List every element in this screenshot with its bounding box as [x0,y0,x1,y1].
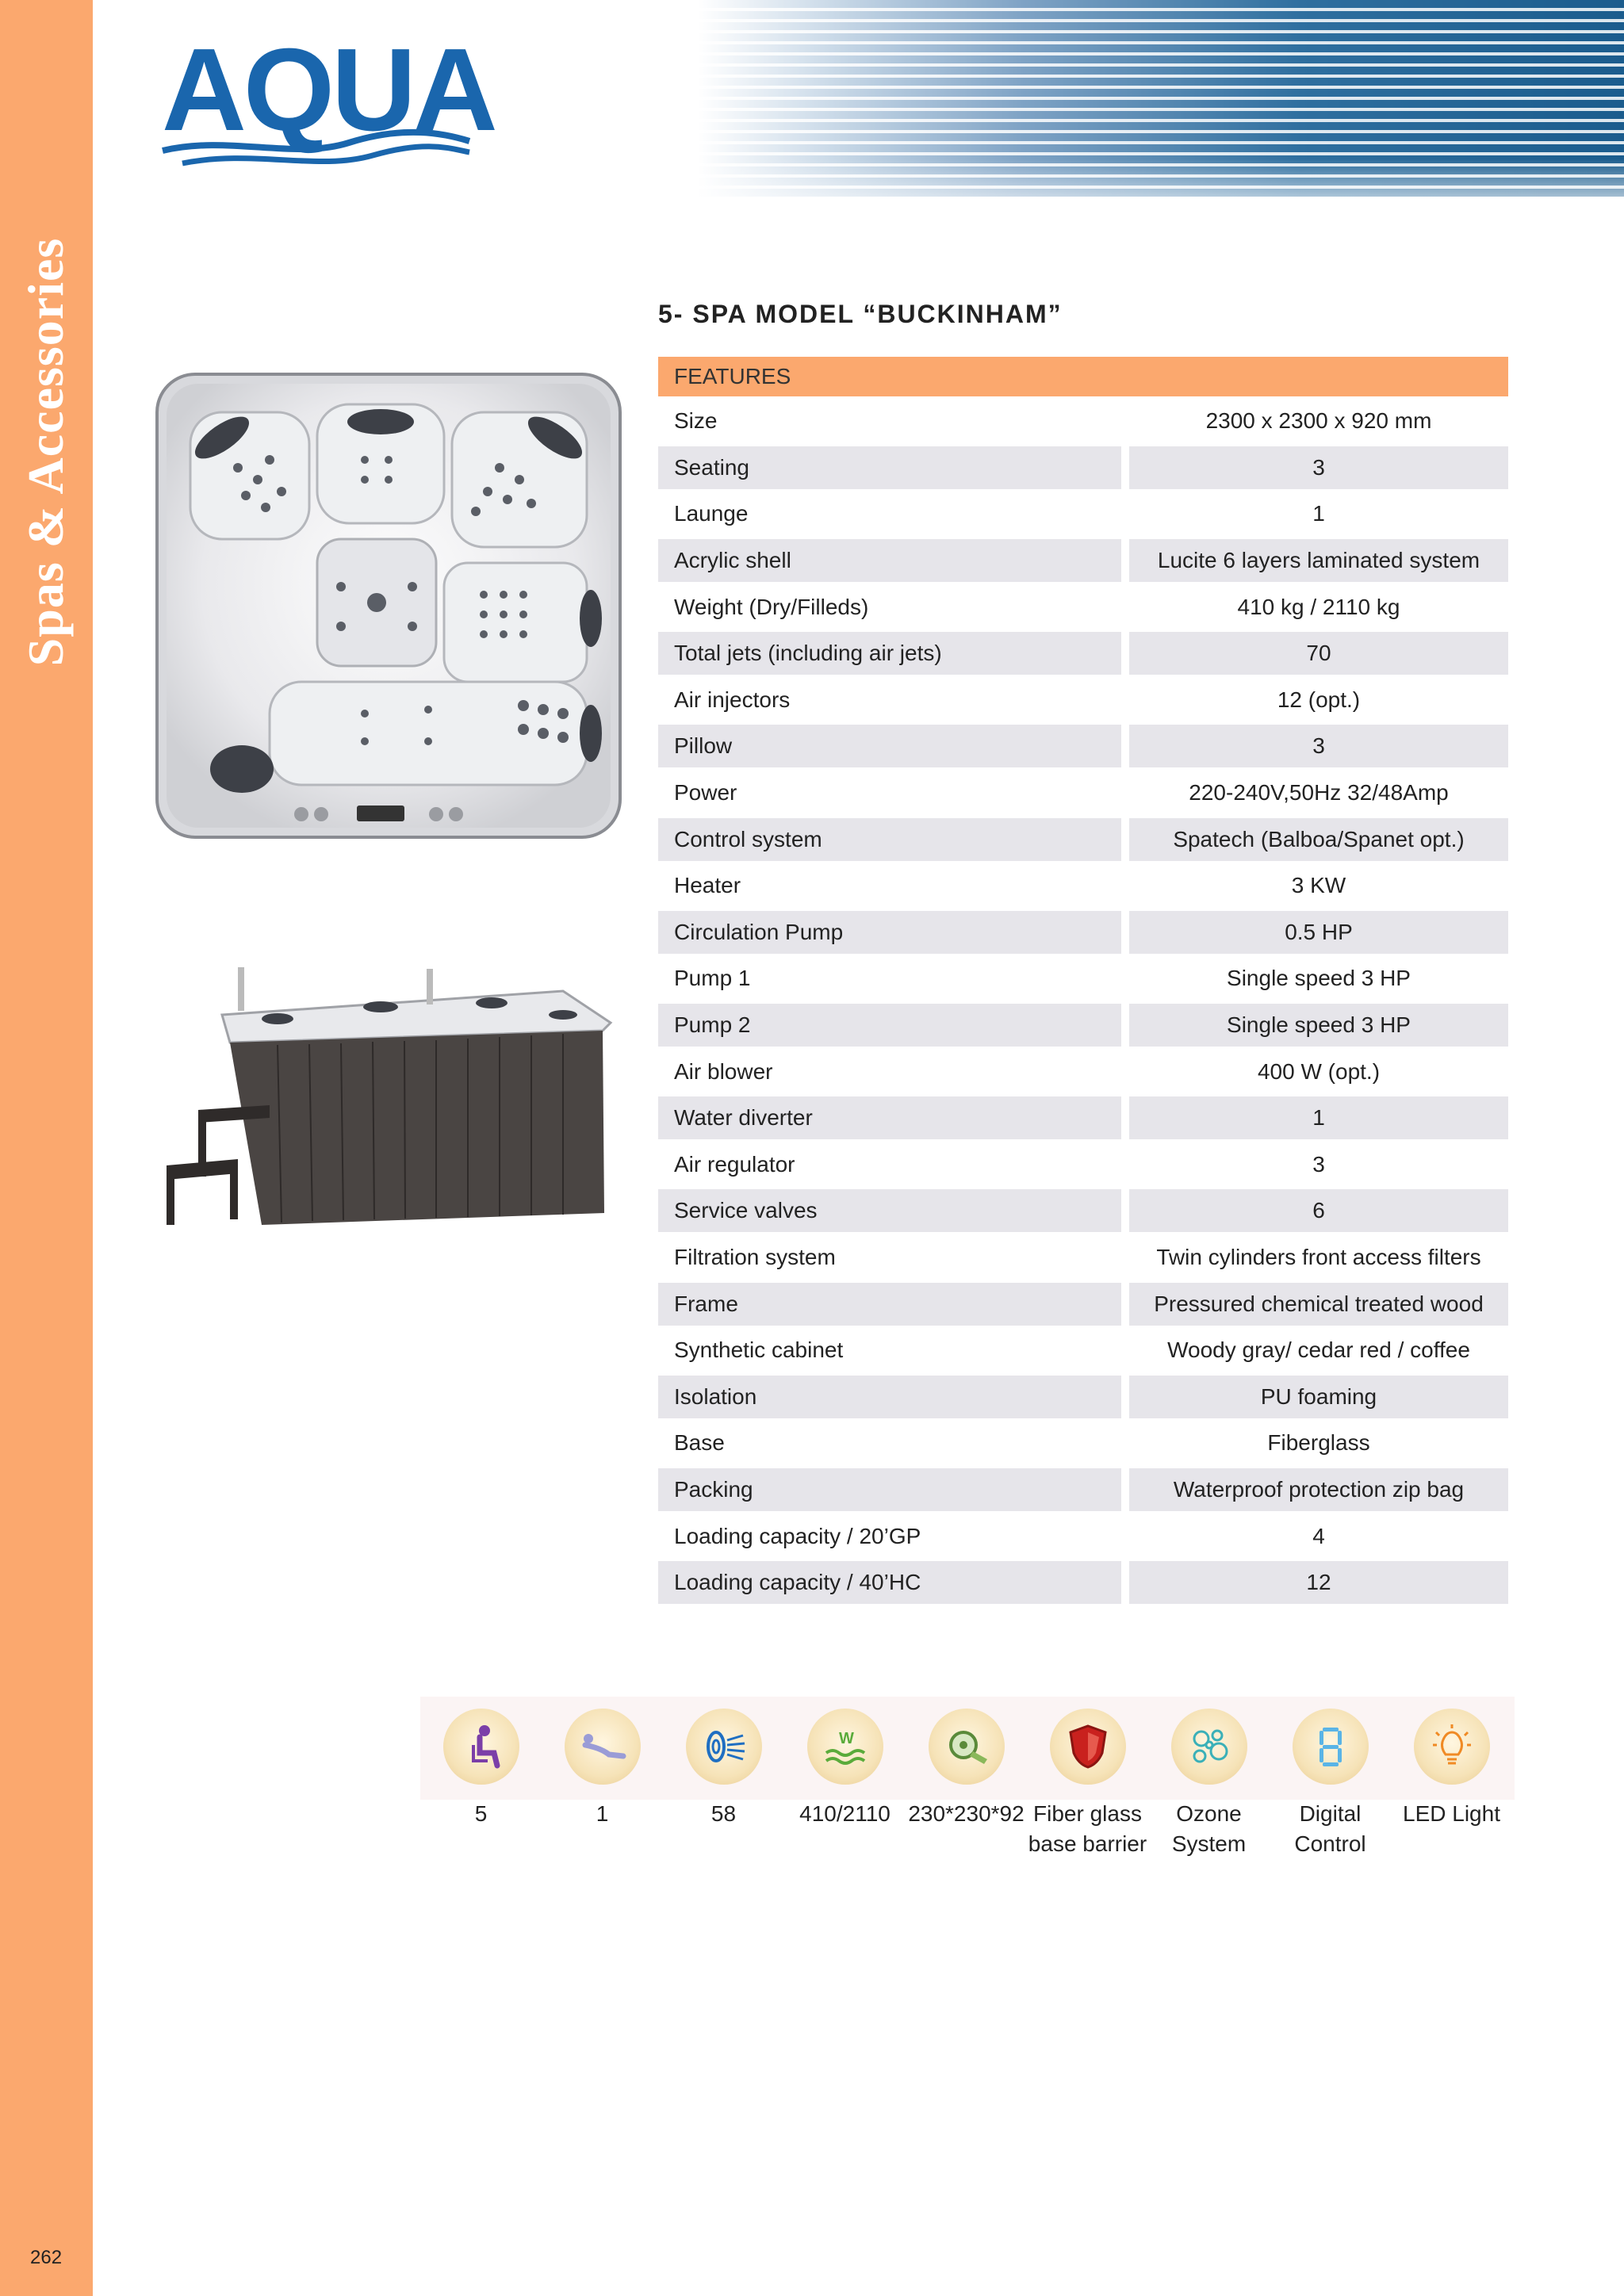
feature-value: 3 [1129,725,1508,767]
table-row [658,721,1508,768]
table-row [658,1465,1508,1512]
feature-value: 1 [1312,501,1325,526]
icon-item-jets [663,1709,784,1859]
features-header: FEATURES [658,357,1508,396]
feature-value: Lucite 6 layers laminated system [1129,539,1508,582]
table-row [658,1140,1508,1187]
icon-item-size [906,1709,1027,1859]
feature-label: Service valves [658,1189,1121,1232]
table-row [658,675,1508,722]
feature-rows [658,396,1508,1604]
icon-item-fiberglass [1027,1709,1148,1859]
icon-item-led [1391,1709,1512,1859]
icon-item-weight [784,1709,906,1859]
table-row [658,1326,1508,1372]
water-weight-icon [807,1709,883,1785]
feature-value: 400 W (opt.) [1257,1058,1381,1084]
icon-label: 1 [596,1801,609,1826]
icon-label: 410/2110 [799,1801,891,1826]
feature-value: Pressured chemical treated wood [1129,1283,1508,1326]
sidebar-title: Spas & Accessories [17,237,74,667]
feature-icons [420,1709,1512,1859]
icon-label: Ozone System [1171,1801,1247,1856]
feature-value: 220-240V,50Hz 32/48Amp [1189,780,1449,806]
feature-label: Control system [658,818,1121,861]
table-row [658,443,1508,490]
feature-label: Pump 2 [658,1004,1121,1047]
table-row [658,1418,1508,1465]
feature-value: 410 kg / 2110 kg [1237,594,1400,619]
feature-value: Single speed 3 HP [1129,1004,1508,1047]
feature-label: Air blower [674,1058,773,1084]
feature-value: Spatech (Balboa/Spanet opt.) [1129,818,1508,861]
feature-value: 4 [1312,1523,1325,1548]
table-row [658,582,1508,629]
seated-person-icon [443,1709,519,1785]
icon-label: 230*230*92 [908,1801,1025,1826]
feature-value: 1 [1129,1096,1508,1139]
feature-label: Circulation Pump [658,911,1121,954]
ozone-bubbles-icon [1171,1709,1247,1785]
table-row [658,489,1508,536]
feature-value: Twin cylinders front access filters [1156,1244,1481,1269]
feature-label: Seating [658,446,1121,489]
svg-text:W: W [838,1730,854,1747]
feature-label: Isolation [658,1376,1121,1418]
feature-value: 2300 x 2300 x 920 mm [1205,408,1432,434]
light-bulb-icon [1414,1709,1490,1785]
feature-label: Air regulator [674,1151,795,1177]
table-row [658,814,1508,861]
features-table [658,357,1508,1604]
feature-label: Water diverter [658,1096,1121,1139]
tape-measure-icon [929,1709,1005,1785]
shield-icon [1050,1709,1126,1785]
table-row [658,954,1508,1001]
page-title: 5- SPA MODEL “BUCKINHAM” [658,300,1063,328]
page-number: 262 [30,2247,63,2268]
feature-label: Weight (Dry/Filleds) [674,594,869,619]
spa-top-view-image [127,349,634,856]
icon-label: 5 [474,1801,488,1826]
icon-item-ozone [1148,1709,1270,1859]
icon-label: Fiber glass base barrier [1028,1801,1147,1856]
feature-label: Filtration system [674,1244,836,1269]
icon-item-lounger [542,1709,663,1859]
table-row [658,1093,1508,1140]
table-row [658,1372,1508,1418]
table-row [658,629,1508,675]
table-row [658,396,1508,443]
feature-label: Launge [674,501,749,526]
feature-label: Heater [674,873,741,898]
icon-item-seating [420,1709,542,1859]
spa-side-view-image [119,951,626,1245]
jets-icon [686,1709,762,1785]
feature-value: 3 [1129,446,1508,489]
feature-label: Pillow [658,725,1121,767]
table-row [658,908,1508,955]
table-row [658,861,1508,908]
feature-value: 0.5 HP [1129,911,1508,954]
feature-label: Synthetic cabinet [674,1337,844,1363]
icon-label: LED Light [1403,1801,1500,1826]
feature-label: Total jets (including air jets) [658,632,1121,675]
table-row [658,1001,1508,1047]
feature-label: Size [674,408,718,434]
feature-value: 12 (opt.) [1277,687,1361,712]
lounger-icon [565,1709,641,1785]
header-fade [698,159,1624,222]
feature-value: Woody gray/ cedar red / coffee [1167,1337,1470,1363]
feature-value: 6 [1129,1189,1508,1232]
feature-value: 3 [1312,1151,1325,1177]
feature-value: Fiberglass [1267,1430,1370,1456]
feature-value: 12 [1129,1561,1508,1604]
table-row [658,1047,1508,1093]
feature-value: 70 [1129,632,1508,675]
logo-wave-icon [159,125,476,173]
table-row [658,1279,1508,1326]
aqua-logo [159,25,495,174]
feature-value: 3 KW [1291,873,1346,898]
table-row [658,536,1508,583]
logo-text: AQUA [162,25,495,155]
icon-label: 58 [710,1801,737,1826]
feature-label: Base [674,1430,725,1456]
feature-label: Pump 1 [674,966,751,991]
feature-label: Acrylic shell [658,539,1121,582]
table-row [658,1233,1508,1280]
icon-label: Digital Control [1294,1801,1366,1856]
feature-value: Single speed 3 HP [1227,966,1411,991]
digital-display-icon [1293,1709,1369,1785]
feature-value: PU foaming [1129,1376,1508,1418]
feature-label: Loading capacity / 40’HC [658,1561,1121,1604]
feature-value: Waterproof protection zip bag [1129,1468,1508,1511]
feature-label: Air injectors [674,687,791,712]
table-row [658,1558,1508,1605]
feature-label: Packing [658,1468,1121,1511]
feature-label: Frame [658,1283,1121,1326]
table-row [658,1186,1508,1233]
table-row [658,768,1508,815]
feature-label: Loading capacity / 20’GP [674,1523,921,1548]
icon-item-digital [1270,1709,1391,1859]
table-row [658,1511,1508,1558]
feature-label: Power [674,780,737,806]
